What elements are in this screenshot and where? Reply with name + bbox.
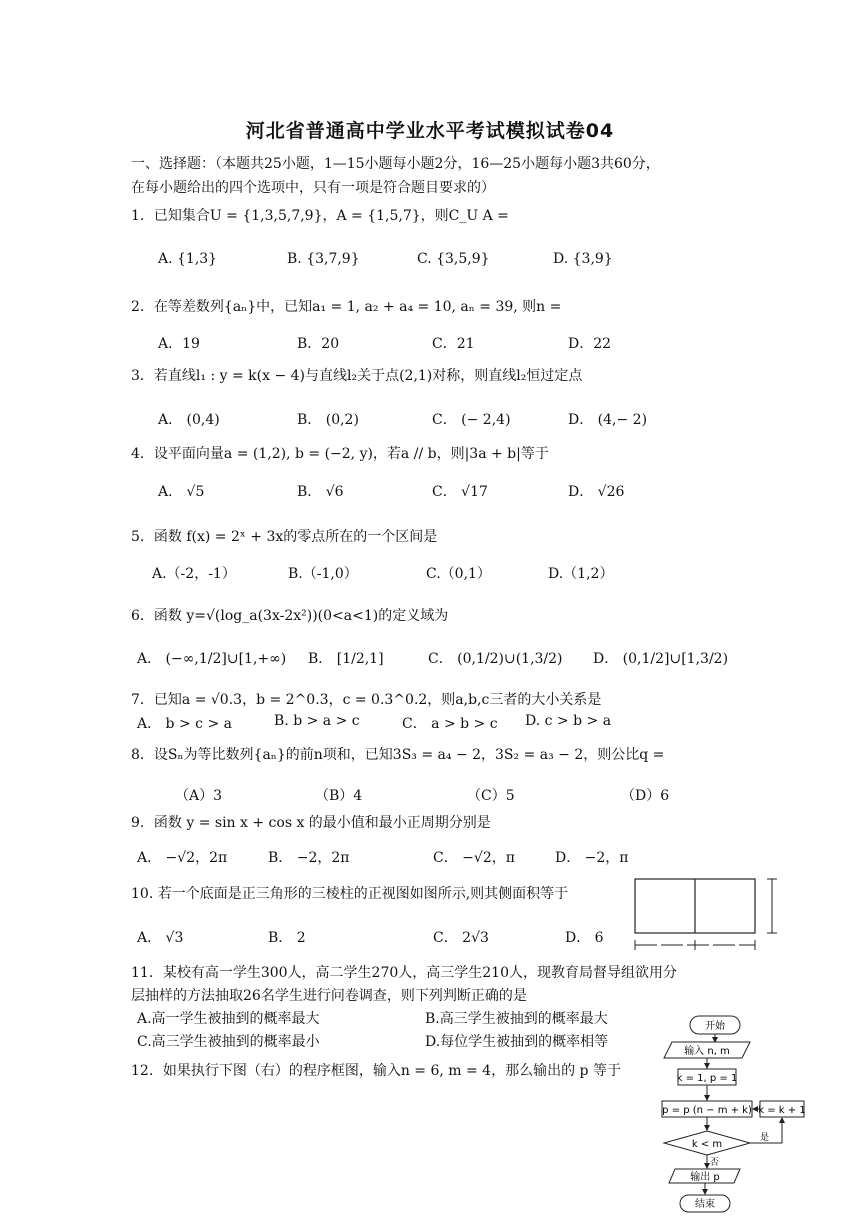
q4-option-a: A． √5 — [158, 484, 205, 500]
q9-option-b: B． −2，2π — [268, 850, 350, 866]
q3-option-b: B． (0,2) — [297, 412, 359, 428]
q6-option-c: C． (0,1/2)∪(1,3/2) — [428, 651, 563, 667]
q7-option-d: D. c > b > a — [525, 713, 612, 729]
q9-option-d: D． −2，π — [555, 850, 629, 866]
q4-stem: 4．设平面向量a = (1,2), b = (−2, y)，若a // b，则|3a + b|等于 — [131, 446, 549, 462]
flow-end-text: 结束 — [695, 1199, 715, 1210]
q11-option-b: B.高三学生被抽到的概率最大 — [425, 1011, 608, 1027]
q12-stem: 12．如果执行下图（右）的程序框图，输入n = 6, m = 4，那么输出的 p 等于 — [131, 1063, 621, 1079]
q7-stem: 7．已知a = √0.3，b = 2^0.3，c = 0.3^0.2，则a,b,c三者的大小关系是 — [131, 692, 602, 708]
q6-option-d: D． (0,1/2]∪[1,3/2) — [593, 651, 729, 667]
flow-yes-label: 是 — [760, 1133, 770, 1143]
page-title: 河北省普通高中学业水平考试模拟试卷04 — [245, 120, 615, 142]
flow-increment-text: k = k + 1 — [758, 1105, 806, 1116]
q9-stem: 9．函数 y = sin x + cos x 的最小值和最小正周期分别是 — [131, 815, 491, 831]
flowchart-figure — [650, 1012, 810, 1216]
q2-option-a: A．19 — [158, 336, 200, 352]
q11-stem-line1: 11．某校有高一学生300人，高二学生270人，高三学生210人，现教育局督导组欲用分 — [131, 965, 677, 981]
q11-option-d: D.每位学生被抽到的概率相等 — [425, 1034, 609, 1050]
q4-option-b: B． √6 — [297, 484, 344, 500]
q5-option-b: B.（-1,0） — [288, 566, 358, 582]
q11-option-c: C.高三学生被抽到的概率最小 — [137, 1034, 320, 1050]
q5-option-a: A.（-2，-1） — [152, 566, 236, 582]
q11-option-a: A.高一学生被抽到的概率最大 — [137, 1011, 320, 1027]
q8-option-d: （D）6 — [621, 788, 670, 804]
q3-option-c: C． (− 2,4) — [432, 412, 511, 428]
flow-decision-text: k < m — [691, 1139, 723, 1150]
q10-option-c: C． 2√3 — [433, 930, 489, 946]
q5-option-d: D.（1,2） — [548, 566, 614, 582]
q9-option-c: C． −√2，π — [433, 850, 515, 866]
q8-option-b: （B）4 — [315, 788, 363, 804]
prism-front-view-figure — [630, 872, 785, 952]
flow-init-text: k = 1, p = 1 — [676, 1073, 738, 1084]
flow-start-text: 开始 — [705, 1021, 725, 1032]
q4-option-c: C． √17 — [432, 484, 488, 500]
flow-no-label: 否 — [710, 1158, 720, 1168]
q8-option-a: （A）3 — [175, 788, 223, 804]
q1-option-d: D. {3,9} — [553, 251, 613, 267]
q3-option-a: A． (0,4) — [158, 412, 220, 428]
q8-option-c: （C）5 — [467, 788, 515, 804]
q5-stem: 5．函数 f(x) = 2ˣ + 3x的零点所在的一个区间是 — [131, 529, 438, 545]
flow-output-text: 输出 p — [690, 1172, 720, 1183]
q10-option-d: D． 6 — [565, 930, 604, 946]
q1-stem: 1．已知集合U = {1,3,5,7,9}，A = {1,5,7}，则C_U A = — [131, 208, 509, 224]
flow-update-text: p = p (n − m + k) — [662, 1105, 752, 1116]
q3-option-d: D． (4,− 2) — [568, 412, 648, 428]
q1-option-a: A. {1,3} — [158, 251, 218, 267]
q4-option-d: D． √26 — [568, 484, 625, 500]
q6-option-a: A． (−∞,1/2]∪[1,+∞) — [137, 651, 287, 667]
q2-stem: 2．在等差数列{aₙ}中，已知a₁ = 1, a₂ + a₄ = 10, aₙ = 39, 则n = — [131, 299, 562, 315]
q2-option-b: B．20 — [297, 336, 340, 352]
q7-option-a: A． b > c > a — [137, 716, 232, 732]
q7-option-b: B. b > a > c — [274, 713, 360, 729]
q6-option-b: B． [1/2,1] — [308, 651, 384, 667]
q5-option-c: C.（0,1） — [426, 566, 491, 582]
q10-option-a: A． √3 — [137, 930, 184, 946]
section-heading-line2: 在每小题给出的四个选项中，只有一项是符合题目要求的） — [131, 180, 495, 196]
flow-input-text: 输入 n, m — [684, 1046, 730, 1057]
q1-option-b: B. {3,7,9} — [287, 251, 360, 267]
q10-stem: 10. 若一个底面是正三角形的三棱柱的正视图如图所示,则其侧面积等于 — [131, 886, 569, 902]
q11-stem-line2: 层抽样的方法抽取26名学生进行问卷调查，则下列判断正确的是 — [131, 988, 527, 1004]
q1-option-c: C. {3,5,9} — [417, 251, 490, 267]
q2-option-c: C．21 — [432, 336, 475, 352]
q6-stem: 6．函数 y=√(log_a(3x-2x²))(0<a<1)的定义域为 — [131, 608, 449, 624]
q10-option-b: B． 2 — [268, 930, 306, 946]
q8-stem: 8．设Sₙ为等比数列{aₙ}的前n项和，已知3S₃ = a₄ − 2，3S₂ = a₃ − 2，则公比q = — [131, 747, 665, 763]
q3-stem: 3．若直线l₁ : y = k(x − 4)与直线l₂关于点(2,1)对称，则直线l₂恒过定点 — [131, 368, 583, 384]
q2-option-d: D．22 — [568, 336, 612, 352]
section-heading-line1: 一、选择题：（本题共25小题，1—15小题每小题2分，16—25小题每小题3共60分， — [131, 156, 660, 172]
q9-option-a: A． −√2，2π — [137, 850, 228, 866]
q7-option-c: C． a > b > c — [402, 716, 498, 732]
